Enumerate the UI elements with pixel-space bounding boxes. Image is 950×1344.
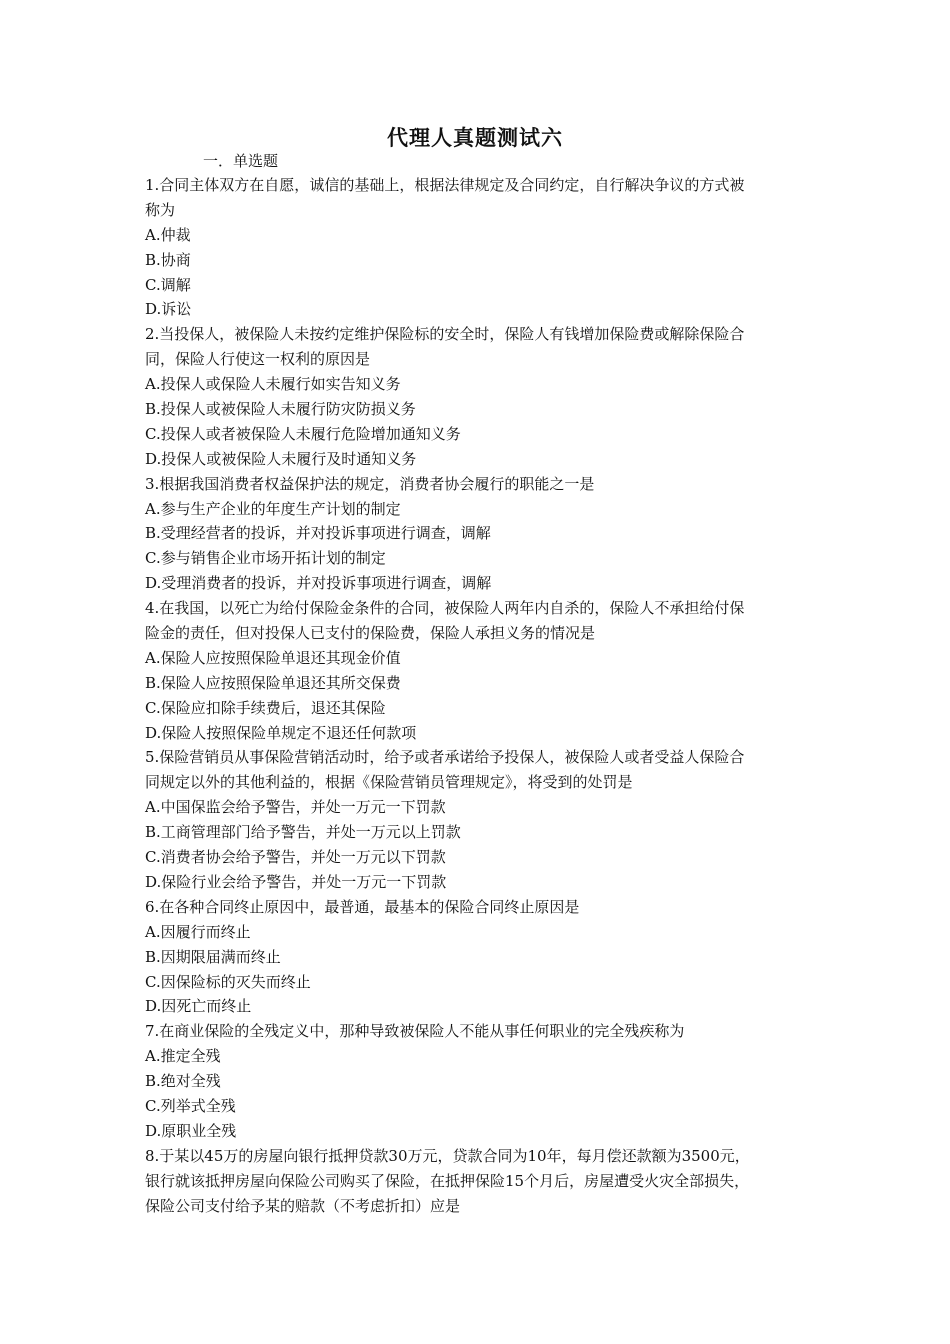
answer-option: A.因履行而终止 (145, 922, 251, 941)
answer-option: A.仲裁 (145, 225, 191, 244)
answer-option: A.保险人应按照保险单退还其现金价值 (145, 648, 401, 667)
section-heading: 一．单选题 (203, 152, 279, 170)
answer-option: B.协商 (145, 250, 191, 269)
question-line: 银行就该抵押房屋向保险公司购买了保险，在抵押保险15个月后，房屋遭受火灾全部损失， (145, 1171, 750, 1190)
question-line: 称为 (145, 200, 176, 219)
answer-option: C.因保险标的灭失而终止 (145, 972, 311, 991)
question-line: 保险公司支付给予某的赔款（不考虑折扣）应是 (145, 1196, 461, 1215)
question-line: 4.在我国，以死亡为给付保险金条件的合同，被保险人两年内自杀的，保险人不承担给付保 (145, 599, 745, 618)
answer-option: C.消费者协会给予警告，并处一万元以下罚款 (145, 848, 446, 867)
answer-option: C.参与销售企业市场开拓计划的制定 (145, 549, 386, 568)
question-line: 险金的责任，但对投保人已支付的保险费，保险人承担义务的情况是 (145, 624, 596, 643)
question-line: 7.在商业保险的全残定义中，那种导致被保险人不能从事任何职业的完全残疾称为 (145, 1022, 685, 1041)
answer-option: B.投保人或被保险人未履行防灾防损义务 (145, 400, 416, 419)
answer-option: C.保险应扣除手续费后，退还其保险 (145, 698, 386, 717)
answer-option: D.保险人按照保险单规定不退还任何款项 (145, 723, 417, 742)
question-line: 5.保险营销员从事保险营销活动时，给予或者承诺给予投保人，被保险人或者受益人保险合 (145, 748, 745, 767)
answer-option: D.原职业全残 (145, 1121, 237, 1140)
answer-option: A.中国保监会给予警告，并处一万元一下罚款 (145, 798, 446, 817)
answer-option: D.诉讼 (145, 300, 192, 319)
question-line: 1.合同主体双方在自愿，诚信的基础上，根据法律规定及合同约定，自行解决争议的方式被 (145, 176, 745, 194)
answer-option: A.参与生产企业的年度生产计划的制定 (145, 499, 401, 518)
question-line: 6.在各种合同终止原因中，最普通，最基本的保险合同终止原因是 (145, 897, 580, 916)
answer-option: D.受理消费者的投诉，并对投诉事项进行调查，调解 (145, 574, 492, 593)
question-line: 3.根据我国消费者权益保护法的规定，消费者协会履行的职能之一是 (145, 474, 595, 493)
answer-option: A.推定全残 (145, 1047, 221, 1066)
answer-option: C.投保人或者被保险人未履行危险增加通知义务 (145, 424, 461, 443)
answer-option: B.保险人应按照保险单退还其所交保费 (145, 673, 401, 692)
answer-option: D.因死亡而终止 (145, 997, 252, 1016)
answer-option: B.受理经营者的投诉，并对投诉事项进行调查，调解 (145, 524, 491, 543)
document-body (145, 173, 813, 1218)
answer-option: C.调解 (145, 275, 191, 294)
answer-option: B.工商管理部门给予警告，并处一万元以上罚款 (145, 823, 461, 842)
question-line: 2.当投保人，被保险人未按约定维护保险标的安全时，保险人有钱增加保险费或解除保险合 (145, 325, 745, 344)
document-title: 代理人真题测试六 (387, 125, 563, 150)
answer-option: D.投保人或被保险人未履行及时通知义务 (145, 449, 417, 468)
answer-option: C.列举式全残 (145, 1096, 236, 1115)
answer-option: D.保险行业会给予警告，并处一万元一下罚款 (145, 872, 447, 891)
question-line: 8.于某以45万的房屋向银行抵押贷款30万元，贷款合同为10年，每月偿还款额为3500元， (145, 1146, 750, 1165)
question-line: 同，保险人行使这一权利的原因是 (145, 350, 371, 369)
answer-option: B.绝对全残 (145, 1072, 221, 1091)
answer-option: B.因期限届满而终止 (145, 947, 281, 966)
answer-option: A.投保人或保险人未履行如实告知义务 (145, 375, 401, 394)
question-line: 同规定以外的其他利益的，根据《保险营销员管理规定》，将受到的处罚是 (145, 773, 633, 792)
